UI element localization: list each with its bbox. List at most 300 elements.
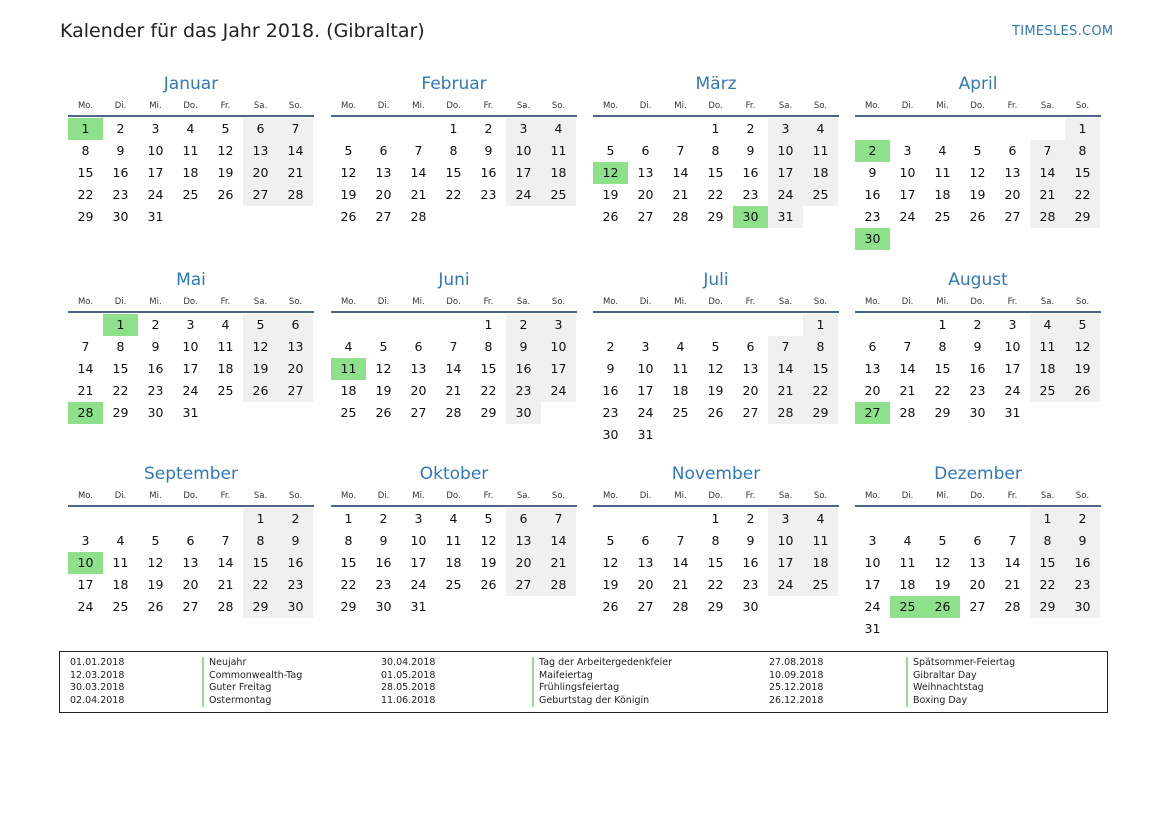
day-cell: 12 (1065, 336, 1100, 358)
weekday-label: Di. (114, 101, 127, 111)
day-cell: 15 (1030, 552, 1065, 574)
day-cell: 2 (484, 121, 493, 136)
day-cell: 7 (414, 143, 423, 158)
header-rule (855, 505, 1101, 507)
day-cell: 22 (243, 574, 278, 596)
day-cell: 12 (243, 336, 278, 358)
day-cell: 14 (672, 555, 689, 570)
weekday-label: Di. (639, 491, 652, 501)
day-cell: 28 (899, 405, 916, 420)
empty-cell (960, 118, 995, 140)
weekday-label: Fr. (745, 491, 756, 501)
day-cell: 13 (969, 555, 986, 570)
weekday-label: So. (1075, 297, 1090, 307)
day-cell: 17 (864, 577, 881, 592)
day-cell: 29 (340, 599, 357, 614)
holiday-day-cell: 25 (890, 596, 925, 618)
day-cell: 8 (711, 533, 720, 548)
day-grid (593, 314, 839, 446)
legend-dates-1 (70, 657, 124, 707)
month-block (68, 73, 314, 228)
day-cell: 2 (116, 121, 125, 136)
month-name: Dezember (934, 464, 1022, 484)
legend-date: 01.01.2018 (70, 657, 125, 668)
weekday-label: Fr. (1007, 491, 1018, 501)
day-cell: 11 (934, 165, 951, 180)
day-cell: 27 (742, 405, 759, 420)
day-cell: 28 (1030, 206, 1065, 228)
day-cell: 25 (217, 383, 234, 398)
month-block (593, 269, 839, 446)
day-cell: 9 (151, 339, 160, 354)
weekday-label: Fr. (1007, 297, 1018, 307)
day-cell: 5 (379, 339, 388, 354)
day-cell: 4 (221, 317, 230, 332)
weekday-label: Do. (183, 101, 198, 111)
day-cell: 19 (969, 187, 986, 202)
day-cell: 24 (768, 574, 803, 596)
legend-date: 01.05.2018 (381, 669, 436, 681)
holiday-day-cell: 10 (68, 552, 103, 574)
day-cell: 6 (379, 143, 388, 158)
weekday-label: Mi. (674, 491, 687, 501)
day-cell: 26 (217, 187, 234, 202)
day-cell: 19 (340, 187, 357, 202)
day-cell: 23 (602, 405, 619, 420)
weekday-label: Di. (901, 297, 914, 307)
day-cell: 15 (707, 165, 724, 180)
day-cell: 12 (217, 143, 234, 158)
empty-cell (628, 118, 663, 140)
day-cell: 13 (375, 165, 392, 180)
day-cell: 27 (969, 599, 986, 614)
weekday-label: Do. (183, 297, 198, 307)
weekday-label: Do. (446, 297, 461, 307)
legend-name: Guter Freitag (209, 682, 272, 694)
day-cell: 19 (147, 577, 164, 592)
day-cell: 27 (637, 209, 654, 224)
weekday-label: Fr. (745, 101, 756, 111)
day-cell: 3 (641, 339, 650, 354)
day-cell: 28 (672, 209, 689, 224)
weekday-label: Sa. (253, 491, 268, 501)
day-cell: 22 (340, 577, 357, 592)
day-grid (855, 508, 1101, 640)
weekday-label: Sa. (253, 101, 268, 111)
day-cell: 29 (1030, 596, 1065, 618)
weekday-label: Sa. (253, 297, 268, 307)
weekday-label: Mo. (77, 491, 94, 501)
empty-cell (68, 508, 103, 530)
day-cell: 11 (445, 533, 462, 548)
weekday-label: Mi. (149, 491, 162, 501)
day-cell: 20 (864, 383, 881, 398)
day-cell: 9 (506, 336, 541, 358)
weekday-header (68, 489, 314, 503)
day-cell: 19 (375, 383, 392, 398)
day-cell: 29 (707, 209, 724, 224)
month-block (593, 73, 839, 228)
day-cell: 13 (410, 361, 427, 376)
day-cell: 8 (116, 339, 125, 354)
weekday-label: So. (1075, 101, 1090, 111)
day-cell: 17 (77, 577, 94, 592)
legend-names-3 (913, 657, 1015, 707)
day-cell: 25 (803, 184, 838, 206)
day-cell: 17 (182, 361, 199, 376)
day-cell: 3 (186, 317, 195, 332)
month-name: März (695, 74, 737, 94)
day-grid (593, 118, 839, 228)
day-cell: 17 (637, 383, 654, 398)
day-cell: 16 (480, 165, 497, 180)
day-cell: 20 (637, 577, 654, 592)
day-cell: 25 (803, 574, 838, 596)
weekday-label: Fr. (483, 101, 494, 111)
day-cell: 16 (864, 187, 881, 202)
day-cell: 12 (375, 361, 392, 376)
legend-name: Tag der Arbeitergedenkfeier (539, 657, 672, 668)
day-cell: 9 (973, 339, 982, 354)
weekday-label: Mi. (149, 101, 162, 111)
weekday-label: Sa. (1040, 101, 1055, 111)
weekday-label: Sa. (516, 297, 531, 307)
weekday-label: Fr. (483, 297, 494, 307)
header-rule (68, 115, 314, 117)
weekday-label: Di. (639, 297, 652, 307)
legend-marker (532, 657, 534, 707)
day-cell: 29 (112, 405, 129, 420)
holiday-day-cell: 27 (855, 402, 890, 424)
day-cell: 4 (938, 143, 947, 158)
day-cell: 22 (803, 380, 838, 402)
weekday-label: Do. (446, 491, 461, 501)
day-cell: 23 (375, 577, 392, 592)
day-cell: 20 (969, 577, 986, 592)
empty-cell (331, 314, 366, 336)
day-cell: 8 (803, 336, 838, 358)
day-cell: 13 (742, 361, 759, 376)
day-cell: 8 (938, 339, 947, 354)
legend-date: 12.03.2018 (70, 669, 125, 681)
weekday-label: Di. (114, 297, 127, 307)
empty-cell (331, 118, 366, 140)
day-cell: 6 (1008, 143, 1017, 158)
day-cell: 19 (1065, 358, 1100, 380)
day-cell: 29 (480, 405, 497, 420)
day-cell: 10 (506, 140, 541, 162)
day-cell: 12 (340, 165, 357, 180)
weekday-header (593, 489, 839, 503)
legend-name: Commonwealth-Tag (209, 669, 303, 681)
day-cell: 4 (803, 508, 838, 530)
day-cell: 15 (707, 555, 724, 570)
weekday-header (331, 99, 577, 113)
day-cell: 18 (899, 577, 916, 592)
weekday-label: Di. (377, 491, 390, 501)
weekday-header (855, 99, 1101, 113)
empty-cell (663, 314, 698, 336)
day-cell: 14 (77, 361, 94, 376)
day-cell: 29 (707, 599, 724, 614)
day-cell: 2 (1065, 508, 1100, 530)
day-cell: 11 (899, 555, 916, 570)
day-cell: 16 (742, 555, 759, 570)
day-cell: 3 (506, 118, 541, 140)
legend-name: Maifeiertag (539, 669, 593, 681)
day-cell: 11 (217, 339, 234, 354)
day-grid (331, 314, 577, 424)
day-cell: 1 (1030, 508, 1065, 530)
weekday-label: Mi. (149, 297, 162, 307)
day-cell: 20 (742, 383, 759, 398)
weekday-label: Fr. (220, 101, 231, 111)
month-block (593, 463, 839, 618)
day-cell: 4 (676, 339, 685, 354)
day-cell: 12 (602, 555, 619, 570)
day-cell: 19 (480, 555, 497, 570)
header-rule (593, 115, 839, 117)
day-cell: 22 (707, 187, 724, 202)
day-cell: 1 (803, 314, 838, 336)
empty-cell (593, 314, 628, 336)
day-cell: 20 (637, 187, 654, 202)
legend-name: Gibraltar Day (913, 669, 977, 681)
day-cell: 17 (147, 165, 164, 180)
day-cell: 28 (768, 402, 803, 424)
empty-cell (103, 508, 138, 530)
day-cell: 13 (278, 336, 313, 358)
weekday-label: Mo. (602, 491, 619, 501)
day-cell: 26 (480, 577, 497, 592)
day-cell: 8 (711, 143, 720, 158)
day-cell: 5 (243, 314, 278, 336)
holiday-day-cell: 28 (68, 402, 103, 424)
day-cell: 18 (934, 187, 951, 202)
empty-cell (628, 314, 663, 336)
day-cell: 1 (711, 511, 720, 526)
day-cell: 27 (278, 380, 313, 402)
empty-cell (960, 508, 995, 530)
day-cell: 2 (379, 511, 388, 526)
day-cell: 14 (1030, 162, 1065, 184)
day-cell: 6 (243, 118, 278, 140)
day-cell: 5 (938, 533, 947, 548)
day-cell: 4 (1030, 314, 1065, 336)
month-name: Juni (438, 270, 470, 290)
day-cell: 5 (973, 143, 982, 158)
day-cell: 25 (672, 405, 689, 420)
month-block (68, 463, 314, 618)
day-cell: 29 (243, 596, 278, 618)
month-name: Februar (421, 74, 487, 94)
weekday-label: Sa. (1040, 491, 1055, 501)
day-cell: 31 (410, 599, 427, 614)
day-cell: 24 (77, 599, 94, 614)
weekday-header (331, 295, 577, 309)
weekday-label: Mo. (77, 101, 94, 111)
day-cell: 18 (803, 552, 838, 574)
day-cell: 1 (711, 121, 720, 136)
weekday-label: Fr. (483, 491, 494, 501)
day-cell: 1 (449, 121, 458, 136)
day-cell: 19 (934, 577, 951, 592)
day-grid (331, 118, 577, 228)
day-cell: 21 (1030, 184, 1065, 206)
day-cell: 2 (606, 339, 615, 354)
empty-cell (208, 508, 243, 530)
day-cell: 24 (147, 187, 164, 202)
day-cell: 31 (182, 405, 199, 420)
day-cell: 15 (1065, 162, 1100, 184)
day-cell: 23 (864, 209, 881, 224)
day-cell: 21 (1004, 577, 1021, 592)
page-title: Kalender für das Jahr 2018. (Gibraltar) (60, 20, 425, 42)
day-cell: 7 (676, 533, 685, 548)
day-cell: 12 (480, 533, 497, 548)
month-block (855, 269, 1101, 424)
day-cell: 21 (217, 577, 234, 592)
empty-cell (890, 314, 925, 336)
day-cell: 14 (672, 165, 689, 180)
month-block (331, 73, 577, 228)
day-cell: 6 (641, 143, 650, 158)
day-cell: 17 (541, 358, 576, 380)
day-cell: 27 (1004, 209, 1021, 224)
header-rule (331, 311, 577, 313)
day-cell: 18 (340, 383, 357, 398)
day-cell: 11 (672, 361, 689, 376)
day-cell: 19 (217, 165, 234, 180)
weekday-label: Mo. (77, 297, 94, 307)
legend-name: Neujahr (209, 657, 247, 668)
day-cell: 1 (938, 317, 947, 332)
day-grid (855, 314, 1101, 424)
day-cell: 26 (969, 209, 986, 224)
weekday-label: Mo. (340, 297, 357, 307)
day-cell: 9 (1065, 530, 1100, 552)
day-cell: 20 (243, 162, 278, 184)
legend-dates-2 (381, 657, 435, 707)
day-cell: 8 (344, 533, 353, 548)
legend-name: Boxing Day (913, 694, 968, 706)
day-cell: 14 (278, 140, 313, 162)
day-cell: 11 (112, 555, 129, 570)
day-cell: 27 (637, 599, 654, 614)
day-cell: 25 (445, 577, 462, 592)
day-cell: 25 (340, 405, 357, 420)
day-cell: 19 (602, 187, 619, 202)
empty-cell (925, 118, 960, 140)
day-cell: 27 (243, 184, 278, 206)
day-cell: 8 (81, 143, 90, 158)
day-cell: 22 (77, 187, 94, 202)
day-cell: 26 (1065, 380, 1100, 402)
weekday-header (68, 295, 314, 309)
day-cell: 27 (182, 599, 199, 614)
empty-cell (366, 118, 401, 140)
brand-link[interactable]: TIMESLES.COM (1012, 24, 1114, 39)
weekday-label: Mo. (864, 491, 881, 501)
weekday-label: Mi. (674, 297, 687, 307)
day-cell: 21 (541, 552, 576, 574)
day-cell: 11 (1030, 336, 1065, 358)
day-cell: 8 (1030, 530, 1065, 552)
weekday-label: Mo. (864, 297, 881, 307)
weekday-label: Di. (901, 101, 914, 111)
day-cell: 22 (1030, 574, 1065, 596)
month-block (331, 269, 577, 424)
day-cell: 13 (637, 555, 654, 570)
day-cell: 23 (742, 187, 759, 202)
weekday-label: Mi. (936, 491, 949, 501)
day-cell: 3 (151, 121, 160, 136)
day-cell: 28 (672, 599, 689, 614)
weekday-label: Fr. (745, 297, 756, 307)
day-cell: 8 (1065, 140, 1100, 162)
day-cell: 9 (868, 165, 877, 180)
day-cell: 5 (606, 533, 615, 548)
day-cell: 4 (803, 118, 838, 140)
day-cell: 30 (742, 599, 759, 614)
day-cell: 21 (278, 162, 313, 184)
day-cell: 10 (899, 165, 916, 180)
weekday-label: Di. (114, 491, 127, 501)
empty-cell (855, 508, 890, 530)
weekday-label: So. (288, 491, 303, 501)
day-cell: 16 (969, 361, 986, 376)
day-cell: 6 (414, 339, 423, 354)
day-cell: 5 (484, 511, 493, 526)
weekday-label: Sa. (1040, 297, 1055, 307)
day-cell: 21 (672, 187, 689, 202)
day-cell: 8 (243, 530, 278, 552)
legend-name: Geburtstag der Königin (539, 694, 650, 706)
day-cell: 24 (541, 380, 576, 402)
header-rule (593, 311, 839, 313)
weekday-label: Fr. (220, 297, 231, 307)
weekday-label: Do. (970, 491, 985, 501)
day-cell: 24 (1004, 383, 1021, 398)
day-cell: 7 (221, 533, 230, 548)
day-cell: 30 (506, 402, 541, 424)
empty-cell (855, 118, 890, 140)
day-cell: 15 (803, 358, 838, 380)
day-cell: 21 (672, 577, 689, 592)
day-cell: 20 (375, 187, 392, 202)
day-cell: 23 (112, 187, 129, 202)
day-cell: 25 (541, 184, 576, 206)
month-name: Juli (703, 270, 729, 290)
legend-marker (202, 657, 204, 707)
day-grid (68, 508, 314, 618)
empty-cell (890, 508, 925, 530)
day-cell: 25 (182, 187, 199, 202)
day-cell: 7 (278, 118, 313, 140)
weekday-label: So. (813, 491, 828, 501)
weekday-label: Sa. (778, 491, 793, 501)
day-cell: 18 (182, 165, 199, 180)
weekday-label: So. (551, 101, 566, 111)
weekday-label: So. (1075, 491, 1090, 501)
day-cell: 10 (410, 533, 427, 548)
weekday-label: Sa. (516, 491, 531, 501)
day-cell: 11 (182, 143, 199, 158)
day-cell: 26 (375, 405, 392, 420)
holiday-day-cell: 2 (855, 140, 890, 162)
day-cell: 24 (899, 209, 916, 224)
weekday-label: Mi. (412, 491, 425, 501)
